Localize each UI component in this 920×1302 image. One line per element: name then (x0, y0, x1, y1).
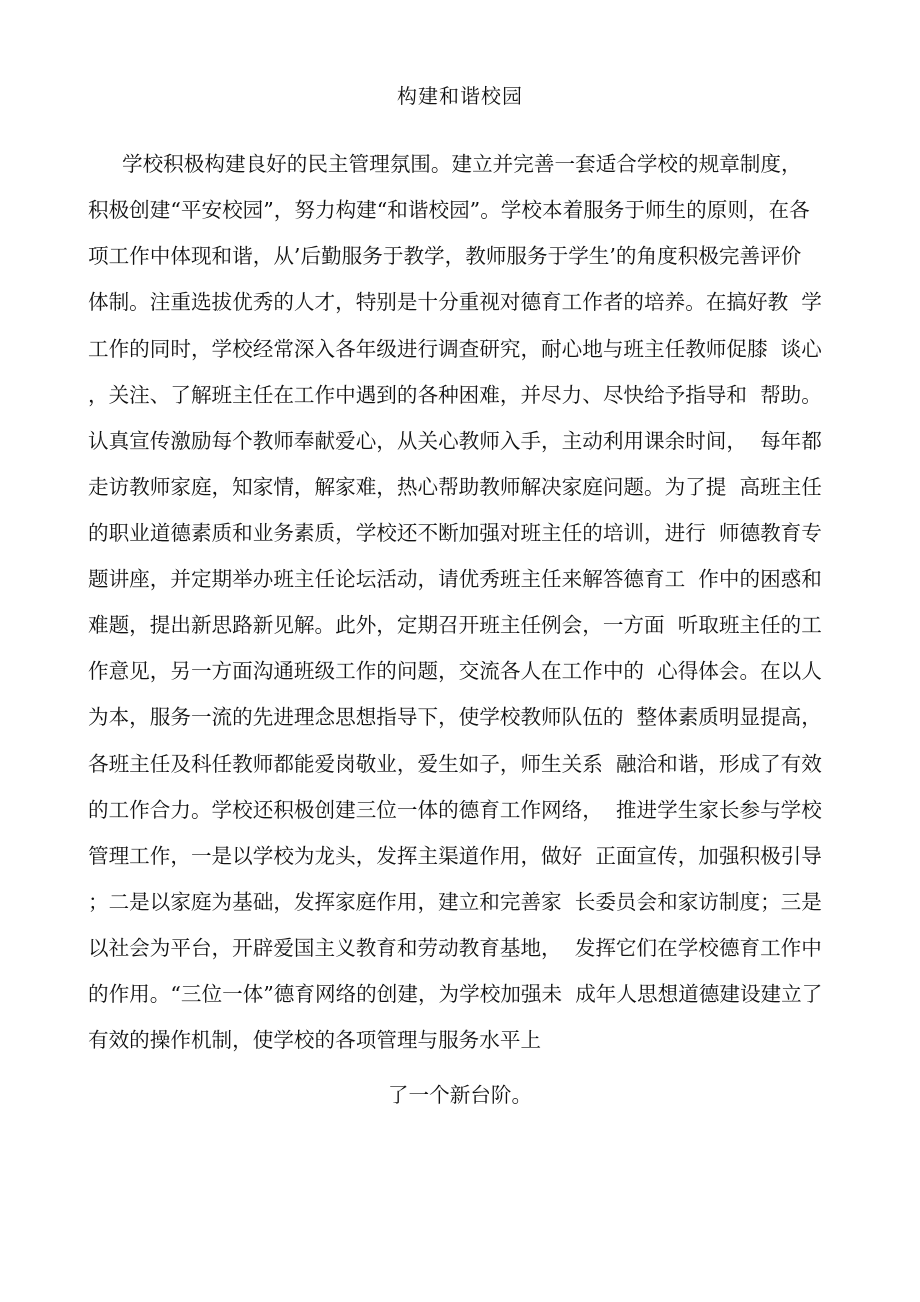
paragraph-line: 题讲座，并定期举办班主任论坛活动，请优秀班主任来解答德育工 作中的困惑和 (88, 567, 822, 591)
paragraph-line: ；二是以家庭为基础，发挥家庭作用，建立和完善家 长委员会和家访制度；三是 (88, 890, 822, 914)
paragraph-line: 为本，服务一流的先进理念思想指导下，使学校教师队伍的 整体素质明显提高， (88, 705, 822, 729)
paragraph-line: 的作用。“三位一体”德育网络的创建，为学校加强未 成年人思想道德建设建立了 (88, 982, 823, 1006)
paragraph-line: 各班主任及科任教师都能爱岗敬业，爱生如子，师生关系 融洽和谐，形成了有效 (88, 752, 822, 776)
paragraph-line: 的职业道德素质和业务素质，学校还不断加强对班主任的培训，进行 师德教育专 (88, 521, 822, 545)
paragraph-line: 走访教师家庭，知家情，解家难，热心帮助教师解决家庭问题。为了提 高班主任 (88, 475, 822, 499)
paragraph-line: 以社会为平台，开辟爱国主义教育和劳动教育基地， 发挥它们在学校德育工作中 (88, 936, 822, 960)
paragraph-line: 的工作合力。学校还积极创建三位一体的德育工作网络， 推进学生家长参与学校 (88, 798, 822, 822)
closing-line: 了一个新台阶。 (387, 1083, 533, 1107)
paragraph-line: 项工作中体现和谐，从’后勤服务于教学，教师服务于学生’的角度积极完善评价 (88, 244, 802, 268)
paragraph-line: 学校积极构建良好的民主管理氛围。建立并完善一套适合学校的规章制度， (122, 152, 802, 176)
paragraph-line: 难题，提出新思路新见解。此外，定期召开班主任例会，一方面 听取班主任的工 (88, 613, 822, 637)
paragraph-line: ，关注、了解班主任在工作中遇到的各种困难，并尽力、尽快给予指导和 帮助。 (88, 383, 822, 407)
paragraph-line: 认真宣传激励每个教师奉献爱心，从关心教师入手，主动利用课余时间， 每年都 (88, 429, 822, 453)
page-title: 构建和谐校园 (397, 84, 523, 108)
paragraph-line: 工作的同时，学校经常深入各年级进行调查研究，耐心地与班主任教师促膝 谈心 (88, 337, 822, 361)
paragraph-line: 有效的操作机制，使学校的各项管理与服务水平上 (88, 1028, 542, 1052)
paragraph-line: 体制。注重选拔优秀的人才，特别是十分重视对德育工作者的培养。在搞好教 学 (88, 290, 822, 314)
paragraph-line: 作意见，另一方面沟通班级工作的问题，交流各人在工作中的 心得体会。在以人 (88, 659, 822, 683)
paragraph-line: 积极创建“平安校园”，努力构建“和谐校园”。学校本着服务于师生的原则，在各 (88, 198, 810, 222)
paragraph-line: 管理工作，一是以学校为龙头，发挥主渠道作用，做好 正面宣传，加强积极引导 (88, 844, 822, 868)
